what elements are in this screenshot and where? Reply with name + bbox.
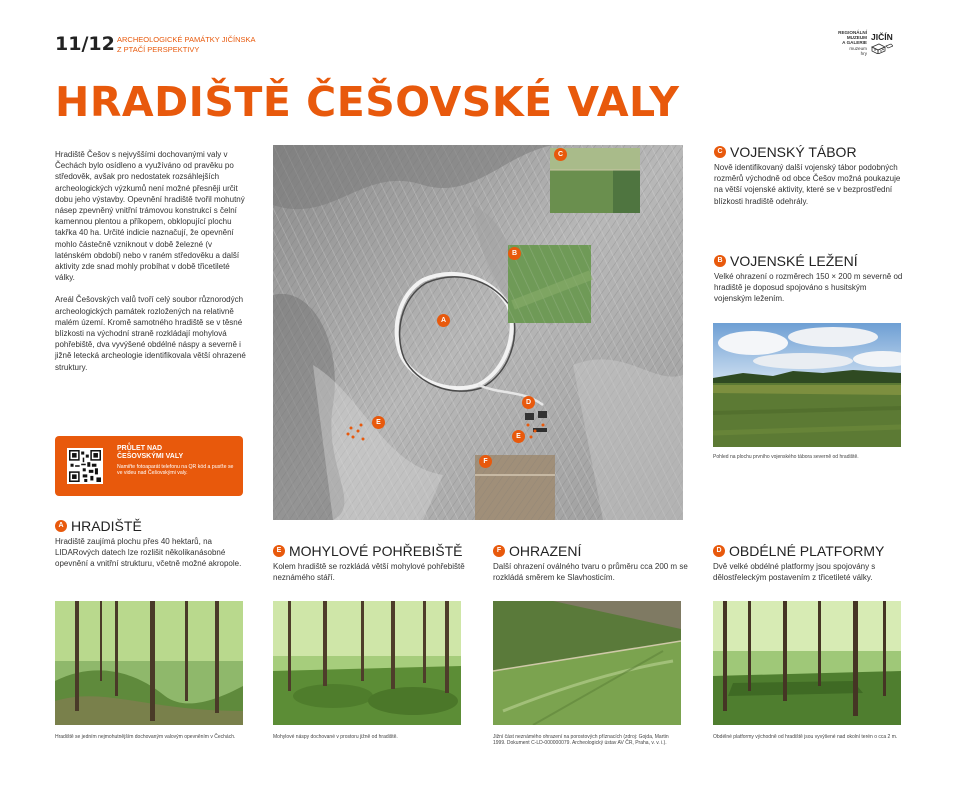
caption-f: Jižní část neznámého ohrazení na porostových příznacích (zdroj: Gojda, Martin 1999. Dokument C-LD-000000079. Archeologický ústav AV ČR, Praha, v. v. i.). [493, 734, 669, 747]
lidar-terrain-image [273, 145, 683, 520]
qr-video-box[interactable] [55, 436, 243, 496]
qr-title-line-1: PRŮLET NAD [117, 445, 163, 452]
section-a-heading [55, 518, 255, 534]
museum-logo [835, 28, 905, 56]
map-marker-e-west: E [372, 416, 385, 429]
logo-city: JIČÍN [871, 32, 893, 42]
map-marker-b: B [508, 247, 521, 260]
forest-photo-image [273, 601, 461, 725]
section-a-title: HRADIŠTĚ [71, 518, 142, 534]
section-f [493, 543, 693, 583]
section-c-letter: C [714, 146, 726, 158]
map-marker-f: F [479, 455, 492, 468]
logo-line-5: hry [860, 50, 867, 56]
forest-photo-image [55, 601, 243, 725]
section-d-heading [713, 543, 908, 559]
section-f-heading [493, 543, 693, 559]
field-photo-image [713, 323, 901, 447]
map-marker-a: A [437, 314, 450, 327]
section-e-letter: E [273, 545, 285, 557]
section-d-title: OBDÉLNÉ PLATFORMY [729, 543, 885, 559]
section-e [273, 543, 473, 583]
section-f-title: OHRAZENÍ [509, 543, 582, 559]
section-c-title: VOJENSKÝ TÁBOR [730, 144, 857, 160]
caption-d: Obdélné platformy východně od hradiště jsou vyvýšené nad okolní terén o cca 2 m. [713, 734, 898, 740]
section-e-text: Kolem hradiště se rozkládá větší mohylové pohřebiště neznámého stáří. [273, 562, 465, 583]
section-b-text: Velké ohrazení o rozměrech 150 × 200 m severně od hradiště je doposud spojováno s husitským vojenským ležením. [714, 272, 903, 304]
section-e-title: MOHYLOVÉ POHŘEBIŠTĚ [289, 543, 463, 559]
photo-hillfort [55, 601, 243, 725]
section-b [714, 253, 904, 305]
section-b-heading [714, 253, 904, 269]
section-c [714, 144, 904, 207]
aerial-field-photo-image [493, 601, 681, 725]
photo-platforms [713, 601, 901, 725]
caption-b: Pohled na plochu prvního vojenského tábora severně od hradiště. [713, 454, 859, 460]
caption-e: Mohylové náspy dochované v prostoru jižně od hradiště. [273, 734, 398, 740]
section-f-letter: F [493, 545, 505, 557]
qr-title [117, 445, 183, 461]
map-marker-d: D [522, 396, 535, 409]
page-title: HRADIŠTĚ ČEŠOVSKÉ VALY [55, 78, 680, 126]
caption-a: Hradiště se jedním nejmohutnějším dochovaným valovým opevněním v Čechách. [55, 734, 236, 740]
logo-line-4: muzeum [849, 45, 867, 51]
series-line-2: Z PTAČÍ PERSPEKTIVY [117, 45, 200, 54]
lidar-map [273, 145, 683, 520]
page-number: 11/12 [55, 33, 115, 55]
map-marker-c: C [554, 148, 567, 161]
qr-title-line-2: ČEŠOVSKÝMI VALY [117, 453, 184, 460]
section-a [55, 518, 255, 570]
section-b-title: VOJENSKÉ LEŽENÍ [730, 253, 858, 269]
dice-icon [871, 42, 893, 54]
logo-line-3: A GALERIE [842, 40, 867, 46]
section-a-letter: A [55, 520, 67, 532]
map-marker-e-east: E [512, 430, 525, 443]
logo-line-2: MUZEUM [846, 35, 867, 41]
qr-instructions: Namiřte fotoaparát telefonu na QR kód a pusťte se ve videu nad Češovskými valy. [117, 464, 234, 477]
logo-line-1: REGIONÁLNÍ [838, 30, 867, 35]
qr-code-icon [69, 450, 101, 482]
section-d [713, 543, 908, 583]
qr-code[interactable] [67, 448, 103, 484]
section-d-text: Dvě velké obdélné platformy jsou spojovány s dělostřeleckým postavením z třicetileté války. [713, 562, 876, 583]
series-title [117, 35, 256, 55]
intro-paragraph-1: Hradiště Češov s nejvyššími dochovanými valy v Čechách bylo osídleno a využíváno od pravěku po středověk, avšak pro nedostatek rozsáhlejších archeologických výzkumů není možné přesněji určit dobu jeho výstavby. Opevnění hradiště tvořil mohutný násep zpevněný vnitřní trámovou konstrukcí s čelní kamennou plentou a příkopem, obklopující plochu takřka 40 ha. Určité indicie naznačují, že opevnění mohlo částečně vzniknout v době železné (v laténském období) nebo v raném středověku a další aktivity zde snad mohly probíhat v době třicetileté války. [55, 150, 245, 283]
forest-photo-image [713, 601, 901, 725]
section-e-heading [273, 543, 473, 559]
section-f-text: Další ohrazení oválného tvaru o průměru cca 200 m se rozkládá směrem ke Slavhosticím. [493, 562, 688, 583]
series-line-1: ARCHEOLOGICKÉ PAMÁTKY JIČÍNSKA [117, 35, 256, 44]
intro-paragraph-2: Areál Češovských valů tvoří celý soubor různorodých archeologických památek rozložených na relativně malém území. Kromě samotného hradiště se v těsné blízkosti na východní straně rozkládají mohylová pohřebiště, dva vyvýšené obdélné náspy a severně i jižně letecká archeologie identifikovala větší ohrazené struktury. [55, 295, 246, 372]
section-c-text: Nově identifikovaný další vojenský tábor podobných rozměrů východně od obce Češov možná poukazuje na větší vojenské aktivity, které se v bezprostřední blízkosti hradiště odehrály. [714, 163, 901, 206]
logo-text [835, 30, 867, 56]
photo-barrow-cemetery [273, 601, 461, 725]
photo-enclosure [493, 601, 681, 725]
section-a-text: Hradiště zaujímá plochu přes 40 hektarů, na LIDARových datech lze rozlišit několikanásobné opevnění a vnitřní strukturu, včetně možné akropole. [55, 537, 242, 569]
photo-military-camp [713, 323, 901, 447]
section-b-letter: B [714, 255, 726, 267]
intro-text [55, 149, 250, 384]
section-c-heading [714, 144, 904, 160]
section-d-letter: D [713, 545, 725, 557]
